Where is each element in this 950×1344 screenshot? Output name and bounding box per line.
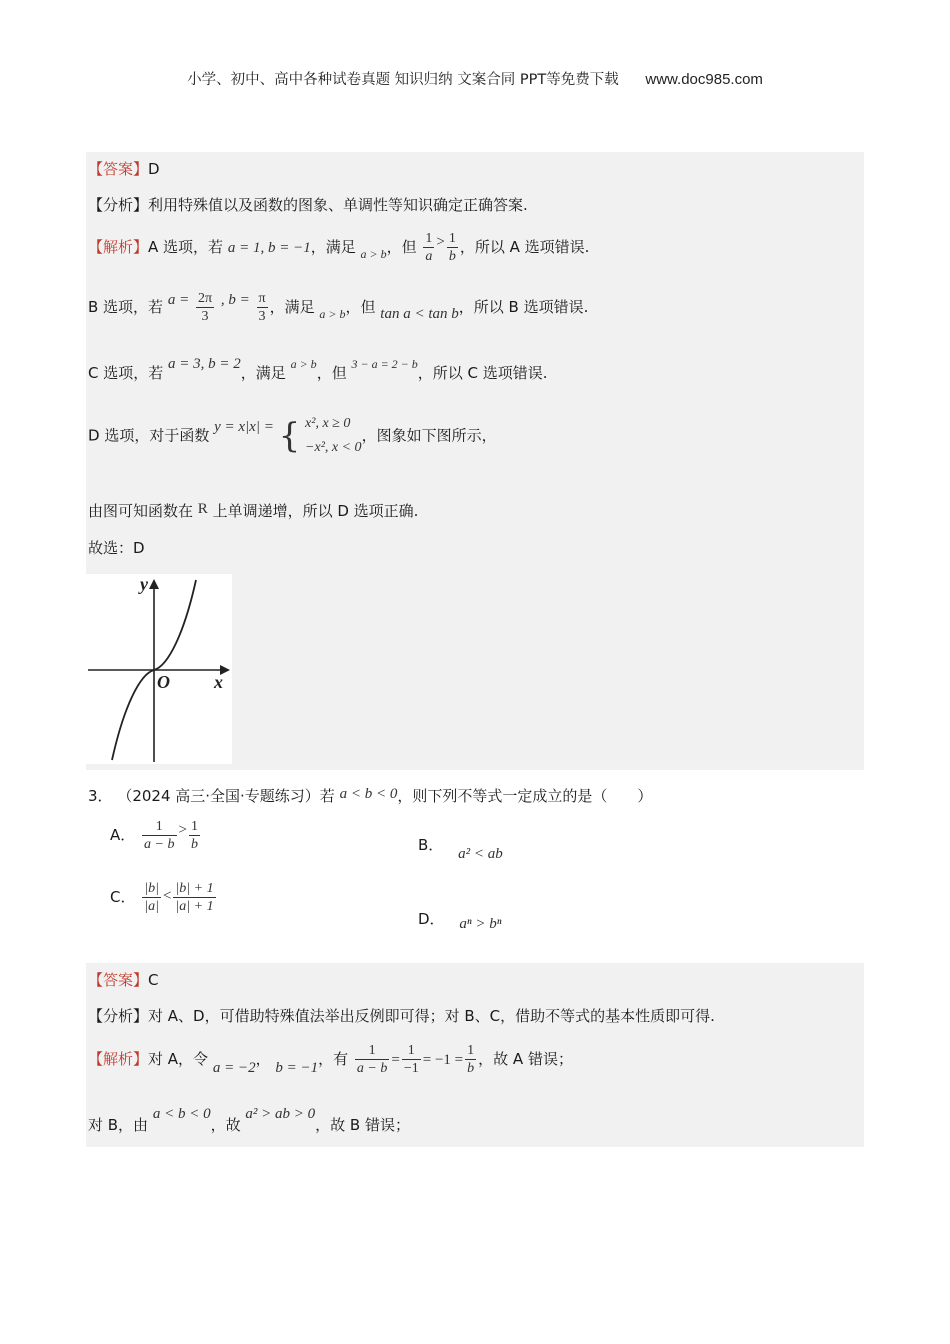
solution-tag: 【解析】 (88, 238, 149, 256)
function-graph (86, 574, 232, 764)
math: a² < ab (458, 846, 503, 862)
text: B 选项，若 (88, 298, 164, 316)
option-a[interactable] (110, 818, 202, 853)
text: ，所以 B 选项错误. (458, 298, 589, 316)
math: > (436, 234, 445, 250)
text: ，但 (386, 238, 417, 256)
math: a > b (360, 247, 387, 261)
answer-value: C (148, 971, 159, 989)
text: ，但 (316, 364, 347, 382)
fraction (189, 818, 200, 853)
question-number: 3． (88, 787, 113, 805)
q3-solution-a-line (88, 1042, 573, 1077)
text: b (190, 837, 198, 852)
fraction (196, 290, 214, 325)
case: x², x ≥ 0 (305, 416, 351, 431)
text: ，所以 A 选项错误. (459, 238, 590, 256)
text: −1 (403, 1061, 419, 1076)
math: a < b < 0 (339, 786, 398, 802)
q2-option-a-line (88, 230, 589, 265)
text: 故选：D (88, 539, 145, 557)
text: 1 (407, 1043, 415, 1058)
page-header (0, 68, 950, 89)
answer-tag: 【答案】 (88, 160, 149, 178)
q2-choose-line (88, 537, 145, 558)
text: ，图象如下图所示， (361, 426, 497, 445)
math: a = 3, b = 2 (168, 356, 241, 372)
solution-tag: 【解析】 (88, 1050, 149, 1068)
text: ，故 B 错误； (315, 1116, 410, 1134)
math: aⁿ > bⁿ (459, 916, 502, 932)
analysis-tag: 【分析】 (88, 1007, 149, 1025)
text: a − b (144, 837, 175, 852)
math: a = −2 (212, 1060, 256, 1076)
text: 对 A，令 (148, 1050, 209, 1068)
math: tan a < tan b (380, 306, 459, 322)
text: ，满足 (269, 298, 315, 316)
option-label: D． (418, 910, 445, 928)
math: = −1 = (422, 1052, 464, 1068)
fraction: $\frac{\pi}{3}$ (258, 291, 266, 324)
math: = (391, 1052, 400, 1068)
q2-option-b-line (88, 290, 588, 325)
analysis-text: 对 A、D，可借助特殊值法举出反例即可得；对 B、C，借助不等式的基本性质即可得. (148, 1007, 715, 1025)
analysis-text: 利用特殊值以及函数的图象、单调性等知识确定正确答案. (148, 196, 528, 214)
fraction (465, 1042, 476, 1077)
fraction: $\frac{1}{b}$ (448, 231, 456, 264)
text: |b| + 1 (175, 881, 214, 896)
fraction (142, 818, 176, 853)
math: a² > ab > 0 (245, 1106, 316, 1122)
q3-stem (88, 785, 652, 806)
q2-option-d-line (88, 412, 497, 460)
q2-analysis-line (88, 194, 528, 215)
header-url[interactable]: www.doc985.com (645, 71, 763, 88)
option-label: C． (110, 888, 136, 906)
fraction: $\frac{1}{a}$ (425, 231, 433, 264)
cases (305, 412, 362, 460)
text: 由图可知函数在 (88, 502, 194, 520)
math: a < b < 0 (152, 1106, 211, 1122)
math: R (197, 501, 208, 517)
option-b[interactable] (418, 834, 503, 862)
text: 1 (155, 819, 163, 834)
text: ，则下列不等式一定成立的是（ ） (397, 787, 653, 805)
option-d[interactable] (418, 908, 502, 932)
text: a − b (356, 1061, 388, 1076)
math: 3 − a = 2 − b (351, 357, 418, 371)
answer-tag: 【答案】 (88, 971, 149, 989)
question-source: （2024 高三·全国·专题练习）若 (117, 787, 335, 805)
math: a > b (290, 357, 317, 371)
text: ， (255, 1050, 271, 1068)
text: 1 (190, 819, 198, 834)
answer-value: D (148, 160, 160, 178)
q3-analysis-line (88, 1005, 715, 1026)
q3-solution-b-line (88, 1106, 410, 1135)
text: 上单调递增，所以 D 选项正确. (212, 502, 419, 520)
q2-option-c-line (88, 356, 548, 383)
q2-conclusion-line (88, 500, 418, 521)
math: < (162, 888, 172, 904)
text: ，满足 (310, 238, 356, 256)
graph-svg (86, 574, 232, 764)
header-title: 小学、初中、高中各种试卷真题 知识归纳 文案合同 PPT等免费下载 (187, 72, 619, 88)
text: C 选项，若 (88, 364, 164, 382)
text: 3 (196, 307, 214, 325)
math: b = −1 (275, 1060, 319, 1076)
text: ，故 A 错误； (478, 1050, 573, 1068)
text: 对 B，由 (88, 1116, 149, 1134)
text: 1 (467, 1043, 475, 1058)
math: a = 1, b = −1 (227, 240, 311, 256)
fraction (355, 1042, 389, 1077)
text: π (258, 291, 266, 306)
text: A 选项，若 (148, 238, 224, 256)
y-axis-arrow (149, 579, 159, 589)
option-c[interactable] (110, 880, 218, 915)
fraction (173, 880, 215, 915)
text: |b| (144, 881, 159, 896)
fraction (402, 1042, 421, 1077)
math: y = x|x| = (214, 418, 274, 435)
option-label: B． (418, 836, 444, 854)
text: ，故 (210, 1116, 241, 1134)
text: b (467, 1061, 475, 1076)
text: D 选项，对于函数 (88, 426, 210, 445)
brace: { (278, 416, 301, 456)
text: |a| (144, 899, 159, 914)
q2-answer-line (88, 158, 160, 179)
text: |a| + 1 (175, 899, 214, 914)
case: −x², x < 0 (305, 440, 362, 455)
math: > (178, 822, 187, 838)
text: ，满足 (240, 364, 286, 382)
text: 2π (198, 291, 213, 306)
q3-answer-line (88, 969, 159, 990)
text: ，所以 C 选项错误. (417, 364, 548, 382)
origin-label: O (157, 672, 170, 692)
text: ，有 (318, 1050, 349, 1068)
text: ，但 (345, 298, 376, 316)
analysis-tag: 【分析】 (88, 196, 149, 214)
fraction (142, 880, 161, 915)
x-label: x (214, 672, 223, 692)
option-label: A． (110, 826, 136, 844)
text: 1 (368, 1043, 376, 1058)
math: , b = (220, 292, 250, 308)
math: a > b (319, 307, 346, 321)
math: a = (167, 292, 190, 308)
y-label: y (140, 574, 148, 594)
